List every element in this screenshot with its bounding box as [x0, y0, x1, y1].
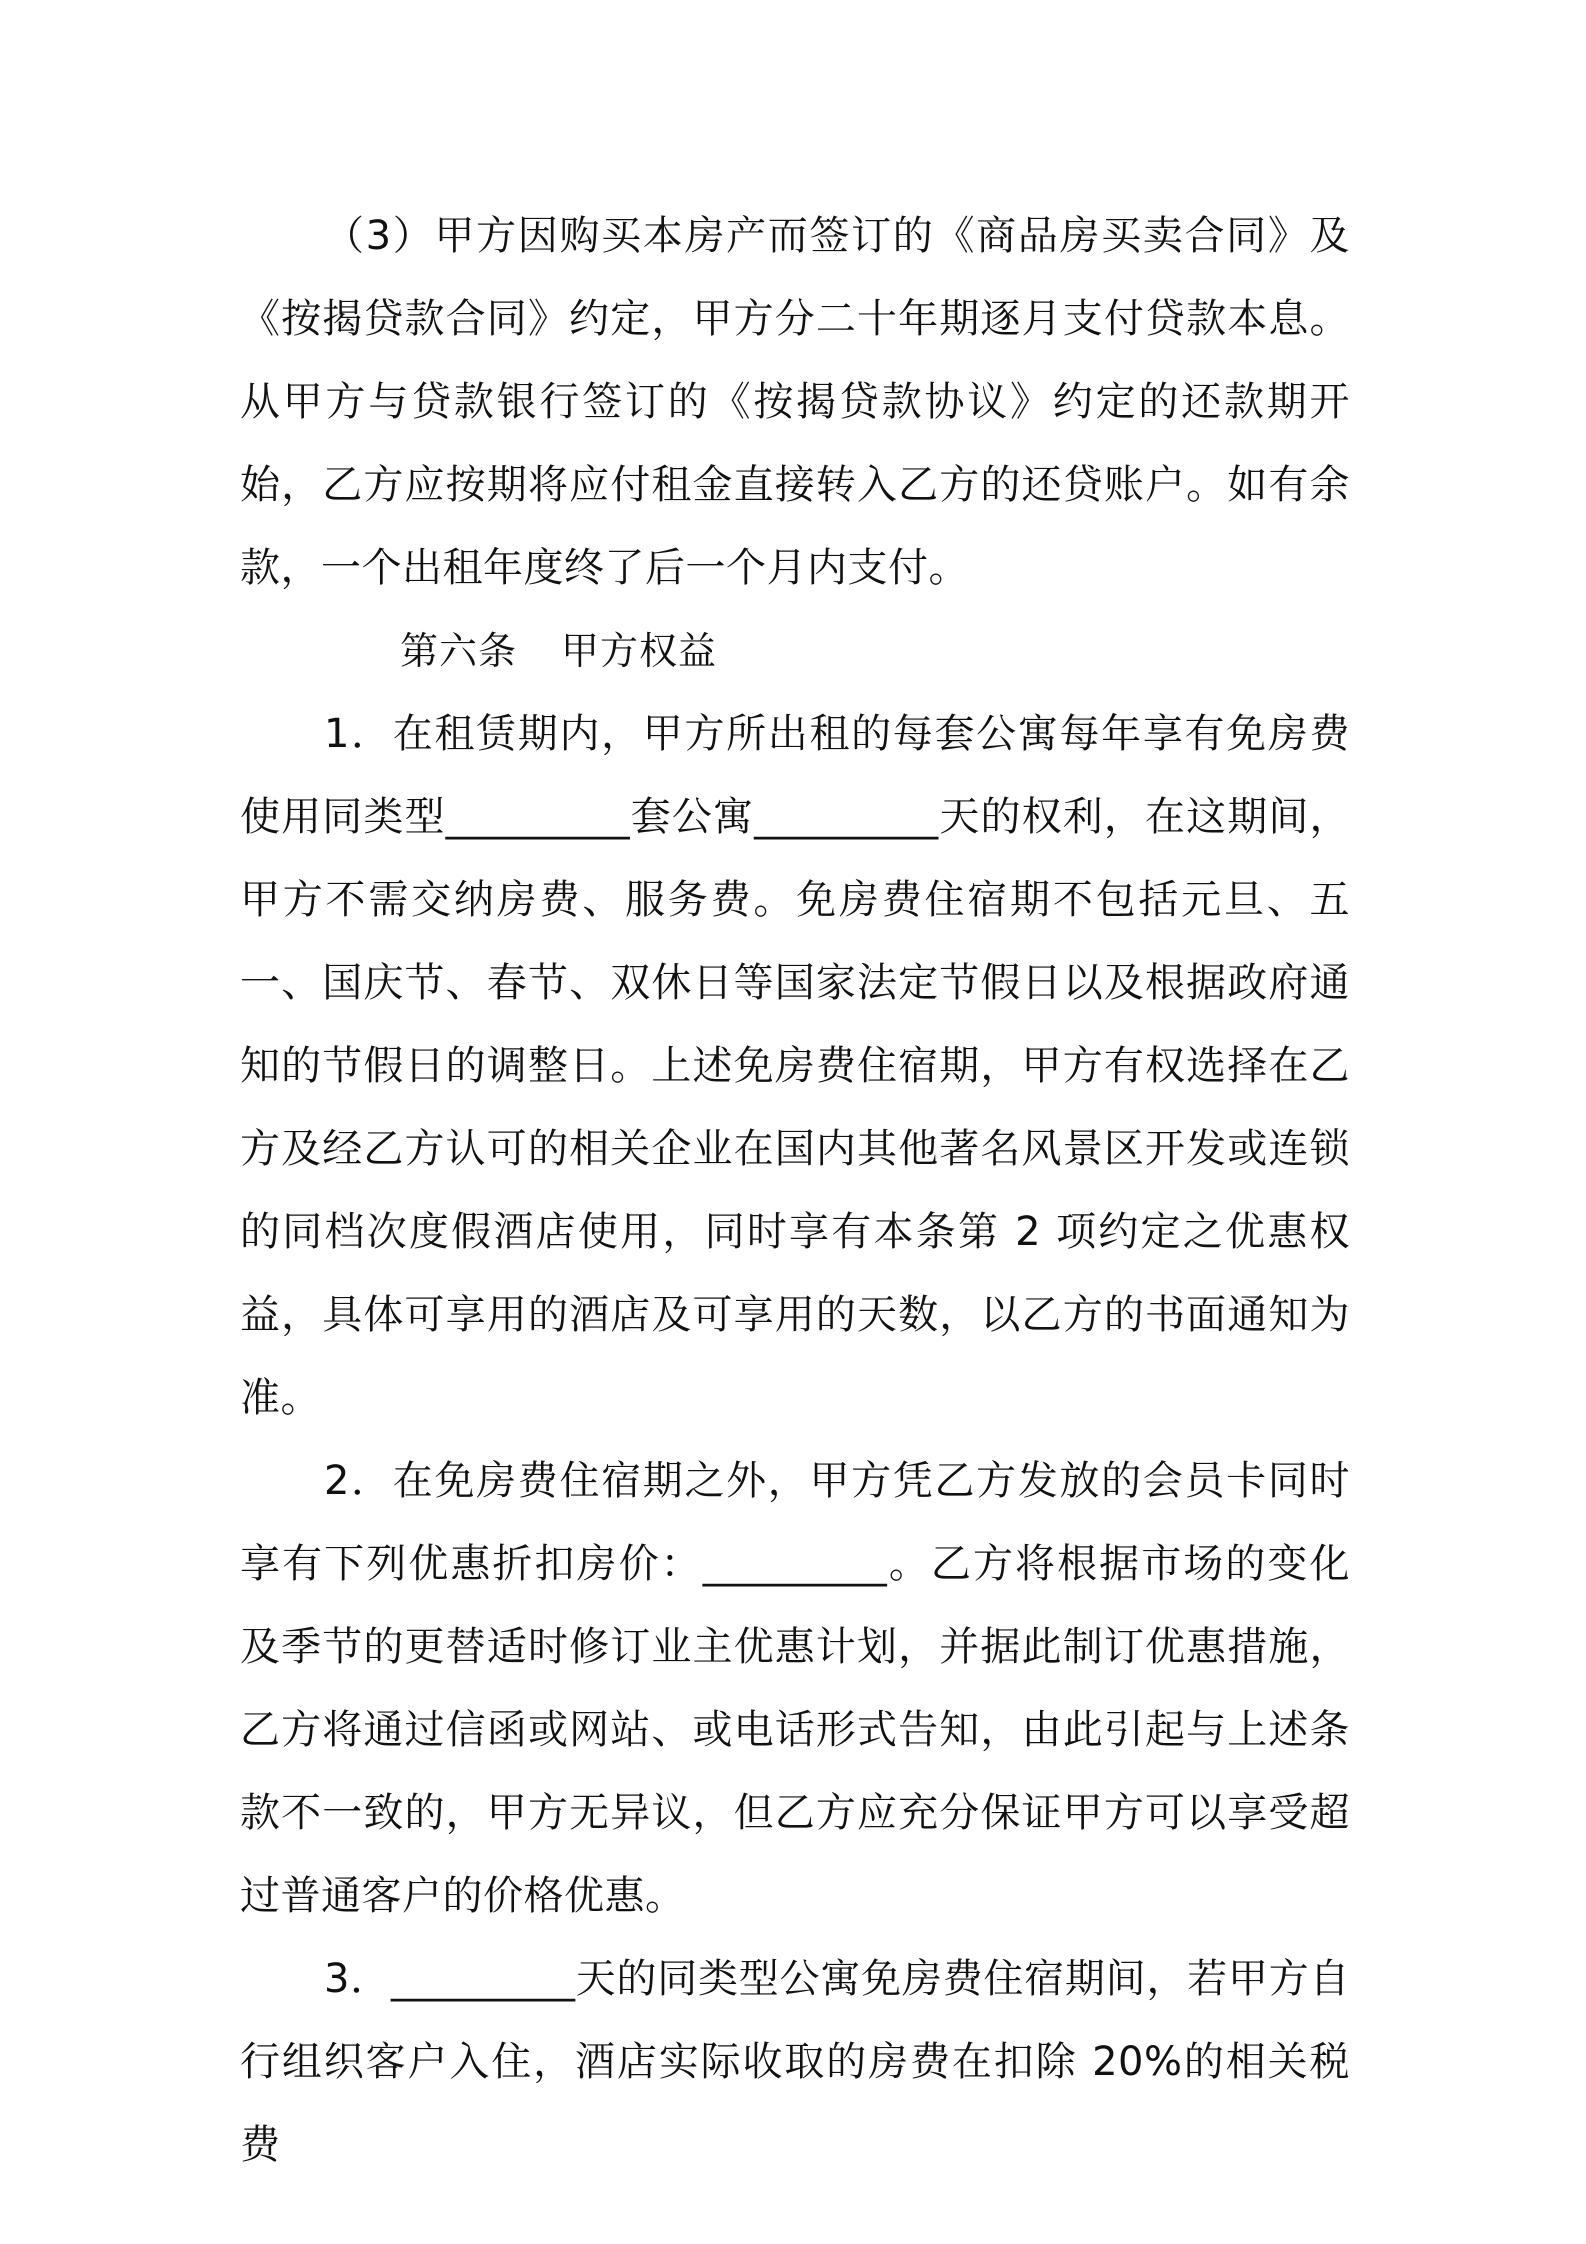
article-title: 甲方权益 [561, 629, 718, 673]
paragraph-clause-3-payment: （3）甲方因购买本房产而签订的《商品房买卖合同》及《按揭贷款合同》约定，甲方分二十年期逐月支付贷款本息。从甲方与贷款银行签订的《按揭贷款协议》约定的还款期开始，乙方应按期将应付租金直接转入乙方的还贷账户。如有余款，一个出租年度终了后一个月内支付。 [240, 213, 1350, 591]
article-number: 第六条 [400, 629, 518, 673]
document-body [240, 195, 1350, 2187]
paragraph-item-1: 1．在租赁期内，甲方所出租的每套公寓每年享有免房费使用同类型_________套公寓_________天的权利，在这期间，甲方不需交纳房费、服务费。免房费住宿期不包括元旦、五一、国庆节、春节、双休日等国家法定节假日以及根据政府通知的节假日的调整日。上述免房费住宿期，甲方有权选择在乙方及经乙方认可的相关企业在国内其他著名风景区开发或连锁的同档次度假酒店使用，同时享有本条第 2 项约定之优惠权益，具体可享用的酒店及可享用的天数，以乙方的书面通知为准。 [240, 711, 1350, 1421]
article-heading [240, 610, 1350, 693]
paragraph-item-2: 2．在免房费住宿期之外，甲方凭乙方发放的会员卡同时享有下列优惠折扣房价：_________。乙方将根据市场的变化及季节的更替适时修订业主优惠计划，并据此制订优惠措施，乙方将通过信函或网站、或电话形式告知，由此引起与上述条款不一致的，甲方无异议，但乙方应充分保证甲方可以享受超过普通客户的价格优惠。 [240, 1458, 1350, 1919]
paragraph-item-3: 3．_________天的同类型公寓免房费住宿期间，若甲方自行组织客户入住，酒店实际收取的房费在扣除 20%的相关税费 [240, 1956, 1350, 2168]
